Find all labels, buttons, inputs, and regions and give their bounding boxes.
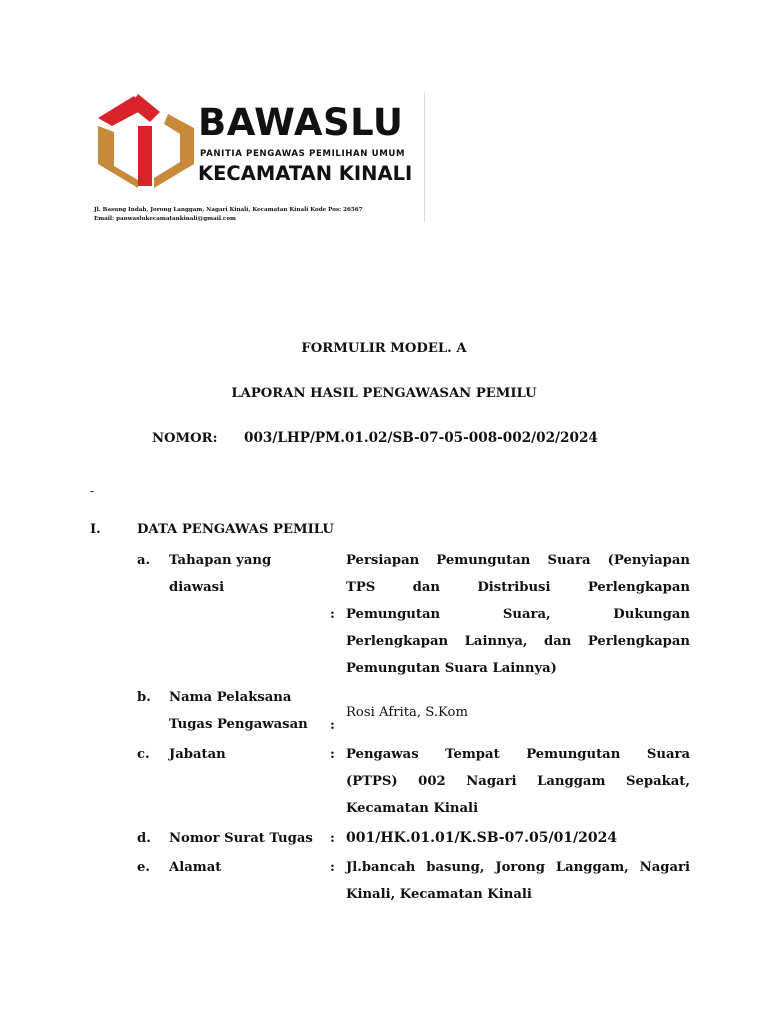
item-c-letter: c. — [137, 747, 150, 762]
org-address: Jl. Basung Indah, Jorong Langgam, Nagari Kinali, Kecamatan Kinali Kode Pos: 26567 — [94, 207, 363, 213]
org-subtitle: PANITIA PENGAWAS PEMILIHAN UMUM — [200, 149, 406, 159]
item-c-value-line: (PTPS) 002 Nagari Langgam Sepakat, — [346, 774, 690, 789]
org-name: BAWASLU — [198, 101, 404, 144]
nomor-label: NOMOR: — [152, 431, 218, 446]
item-d-value: 001/HK.01.01/K.SB-07.05/01/2024 — [346, 830, 618, 846]
item-a-value-line: Perlengkapan Lainnya, dan Perlengkapan — [346, 634, 690, 649]
item-a-value-line: Pemungutan Suara Lainnya) — [346, 661, 557, 676]
item-e-value-line: Jl.bancah basung, Jorong Langgam, Nagari — [346, 860, 690, 875]
section-title: DATA PENGAWAS PEMILU — [137, 522, 334, 537]
item-a-value-line: Persiapan Pemungutan Suara (Penyiapan — [346, 553, 690, 568]
form-title: LAPORAN HASIL PENGAWASAN PEMILU — [231, 386, 537, 401]
item-a-label-line: Tahapan yang — [169, 553, 272, 568]
item-a-label — [169, 547, 327, 601]
item-e-value-line: Kinali, Kecamatan Kinali — [346, 887, 532, 902]
bawaslu-logo-icon — [94, 92, 194, 190]
org-district: KECAMATAN KINALI — [198, 162, 413, 185]
item-d-letter: d. — [137, 831, 151, 846]
item-e-letter: e. — [137, 860, 150, 875]
item-c-colon: : — [330, 747, 335, 762]
item-e-colon: : — [330, 860, 335, 875]
item-a-colon: : — [330, 607, 335, 622]
item-b-value: Rosi Afrita, S.Kom — [346, 705, 468, 720]
item-a-value-line: Pemungutan Suara, Dukungan — [346, 607, 690, 622]
org-email: Email: panwaslukecamatankinali@gmail.com — [94, 216, 236, 222]
item-c-value-line: Kecamatan Kinali — [346, 801, 479, 816]
item-b-label-line: Tugas Pengawasan — [169, 717, 308, 732]
item-b-label-line: Nama Pelaksana — [169, 690, 292, 705]
form-model: FORMULIR MODEL. A — [301, 341, 467, 356]
item-d-colon: : — [330, 831, 335, 846]
item-e-label: Alamat — [169, 860, 222, 875]
item-c-value-line: Pengawas Tempat Pemungutan Suara — [346, 747, 690, 762]
item-b-letter: b. — [137, 690, 151, 705]
item-b-label — [169, 684, 327, 738]
item-c-value — [346, 741, 690, 822]
item-a-label-line: diawasi — [169, 580, 225, 595]
letterhead-divider — [424, 92, 425, 222]
item-a-value-line: TPS dan Distribusi Perlengkapan — [346, 580, 690, 595]
item-e-value — [346, 854, 690, 908]
item-a-letter: a. — [137, 553, 151, 568]
letterhead — [90, 90, 426, 225]
dash-mark: - — [90, 484, 95, 498]
item-d-label: Nomor Surat Tugas — [169, 831, 313, 846]
item-b-colon: : — [330, 718, 335, 733]
nomor-value: 003/LHP/PM.01.02/SB-07-05-008-002/02/2024 — [244, 430, 598, 446]
section-number: I. — [90, 522, 101, 537]
item-a-value — [346, 547, 690, 682]
item-c-label: Jabatan — [169, 747, 226, 762]
